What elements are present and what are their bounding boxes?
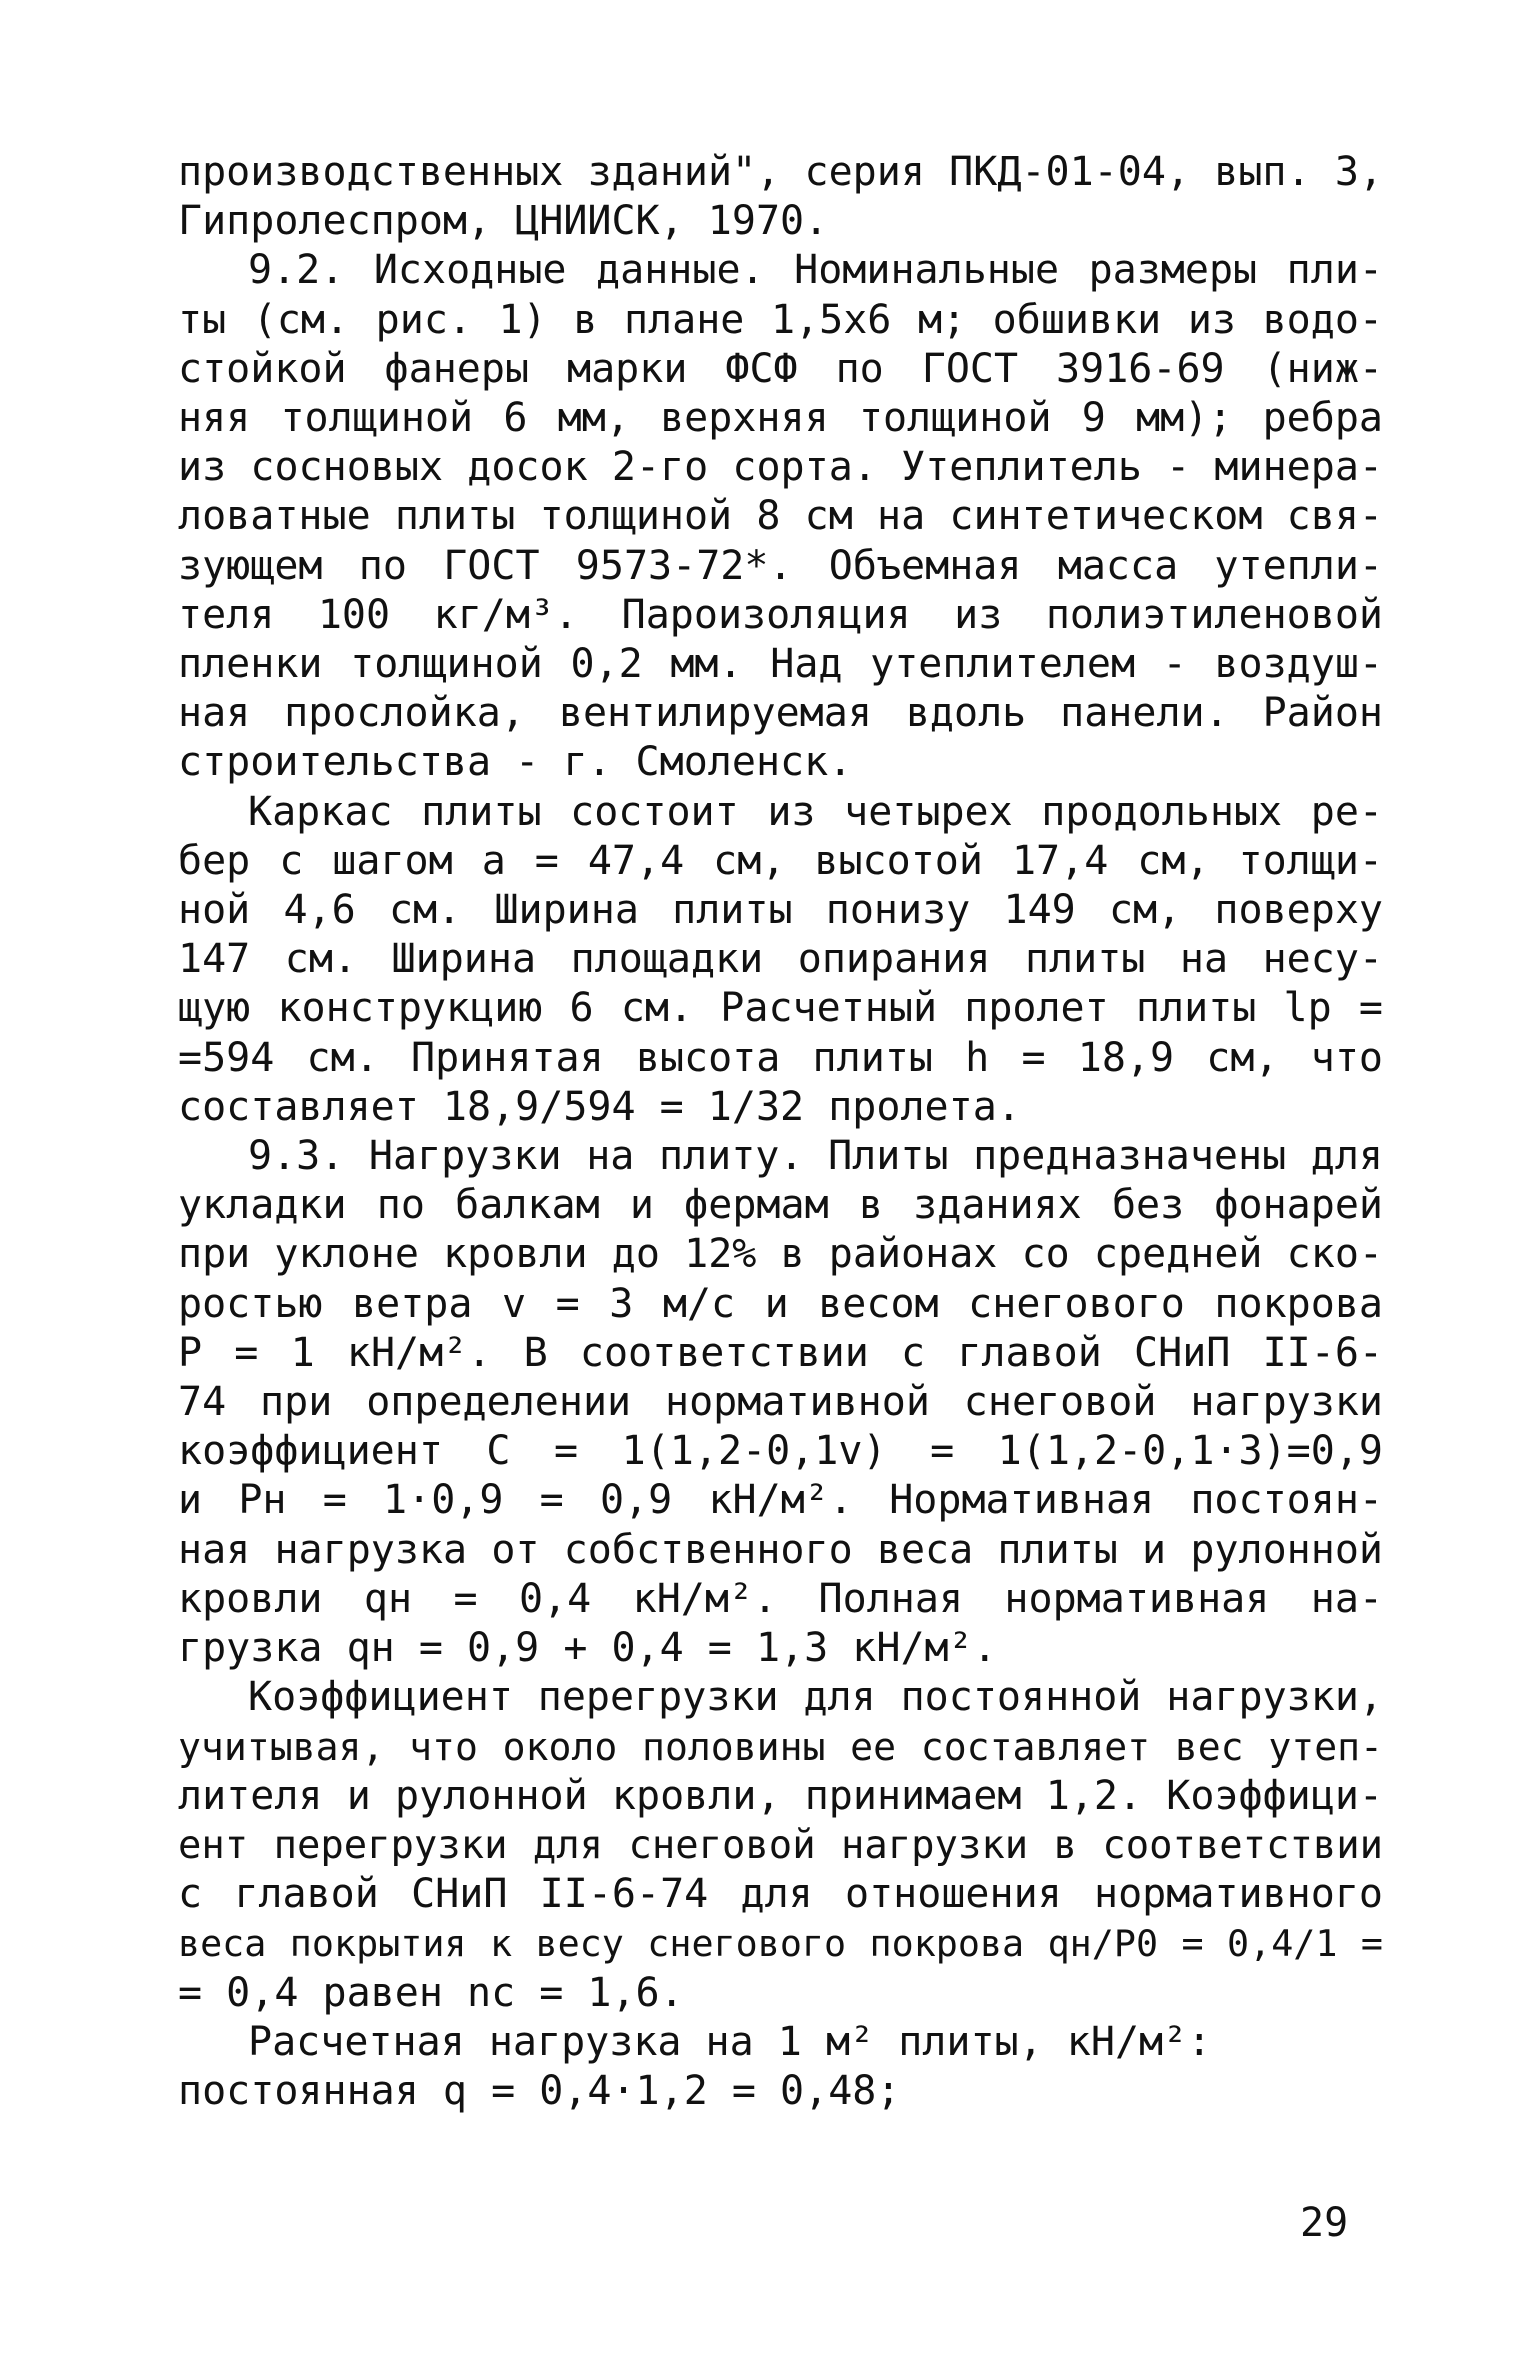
text-line: веса покрытия к весу снегового покрова qн/P0 = 0,4/1 = [178,1922,1383,1966]
text-line: составляет 18,9/594 = 1/32 пролета. [178,1083,1021,1130]
text-line: щую конструкцию 6 см. Расчетный пролет плиты lp = [178,985,1383,1032]
text-line: ной 4,6 см. Ширина плиты понизу 149 см, поверху [178,887,1383,934]
paragraph-first-line: Коэффициент перегрузки для постоянной нагрузки, [248,1674,1383,1721]
text-line: постоянная q = 0,4·1,2 = 0,48; [178,2067,901,2114]
text-line: пленки толщиной 0,2 мм. Над утеплителем - воздуш- [178,641,1383,688]
text-line: Гипролеспром, ЦНИИСК, 1970. [178,198,829,245]
text-line: учитывая, что около половины ее составляет вес утеп- [178,1724,1383,1769]
text-line: бер с шагом a = 47,4 см, высотой 17,4 см, толщи- [178,837,1383,884]
text-line: стойкой фанеры марки ФСФ по ГОСТ 3916-69 (ниж- [178,345,1383,392]
text-line: с главой СНиП II-6-74 для отношения нормативного [178,1871,1383,1918]
text-line: ловатные плиты толщиной 8 см на синтетическом свя- [178,493,1383,540]
text-line: кровли qн = 0,4 кН/м². Полная нормативная на- [178,1575,1383,1622]
paragraph-first-line: Каркас плиты состоит из четырех продольных ре- [248,788,1383,835]
text-line: ты (см. рис. 1) в плане 1,5х6 м; обшивки из водо- [178,296,1383,343]
paragraph-first-line: Расчетная нагрузка на 1 м² плиты, кН/м²: [248,2018,1212,2065]
body-text [178,148,1383,2116]
text-line: укладки по балкам и фермам в зданиях без фонарей [178,1182,1383,1229]
text-line: теля 100 кг/м³. Пароизоляция из полиэтиленовой [178,591,1383,638]
text-line: производственных зданий", серия ПКД-01-04, вып. 3, [178,149,1383,195]
text-line: 147 см. Ширина площадки опирания плиты на несу- [178,936,1383,983]
text-line: ростью ветра v = 3 м/с и весом снегового покрова [178,1280,1383,1327]
text-line: лителя и рулонной кровли, принимаем 1,2. Коэффици- [178,1772,1383,1819]
section-heading-line: 9.3. Нагрузки на плиту. Плиты предназначены для [248,1133,1383,1180]
text-line: 74 при определении нормативной снеговой нагрузки [178,1379,1383,1426]
text-line: няя толщиной 6 мм, верхняя толщиной 9 мм); ребра [178,395,1383,442]
text-line: и Pн = 1·0,9 = 0,9 кН/м². Нормативная постоян- [178,1477,1383,1524]
page-number: 29 [1300,2200,1349,2246]
text-line: = 0,4 равен nc = 1,6. [178,1969,684,2016]
text-line: зующем по ГОСТ 9573-72*. Объемная масса утепли- [178,542,1383,589]
section-heading-line: 9.2. Исходные данные. Номинальные размеры пли- [248,247,1383,294]
text-line: P = 1 кН/м². В соответствии с главой СНиП II-6- [178,1329,1383,1376]
text-line: ент перегрузки для снеговой нагрузки в соответствии [178,1822,1383,1868]
text-line: грузка qн = 0,9 + 0,4 = 1,3 кН/м². [178,1625,997,1672]
text-line: при уклоне кровли до 12% в районах со средней ско- [178,1231,1383,1278]
text-line: =594 см. Принятая высота плиты h = 18,9 см, что [178,1034,1383,1081]
text-line: ная нагрузка от собственного веса плиты и рулонной [178,1526,1383,1573]
text-line: из сосновых досок 2-го сорта. Утеплитель - минера- [178,444,1383,491]
text-line: коэффициент C = 1(1,2-0,1v) = 1(1,2-0,1·3)=0,9 [178,1428,1383,1475]
text-line: строительства - г. Смоленск. [178,739,853,786]
text-line: ная прослойка, вентилируемая вдоль панели. Район [178,690,1383,737]
